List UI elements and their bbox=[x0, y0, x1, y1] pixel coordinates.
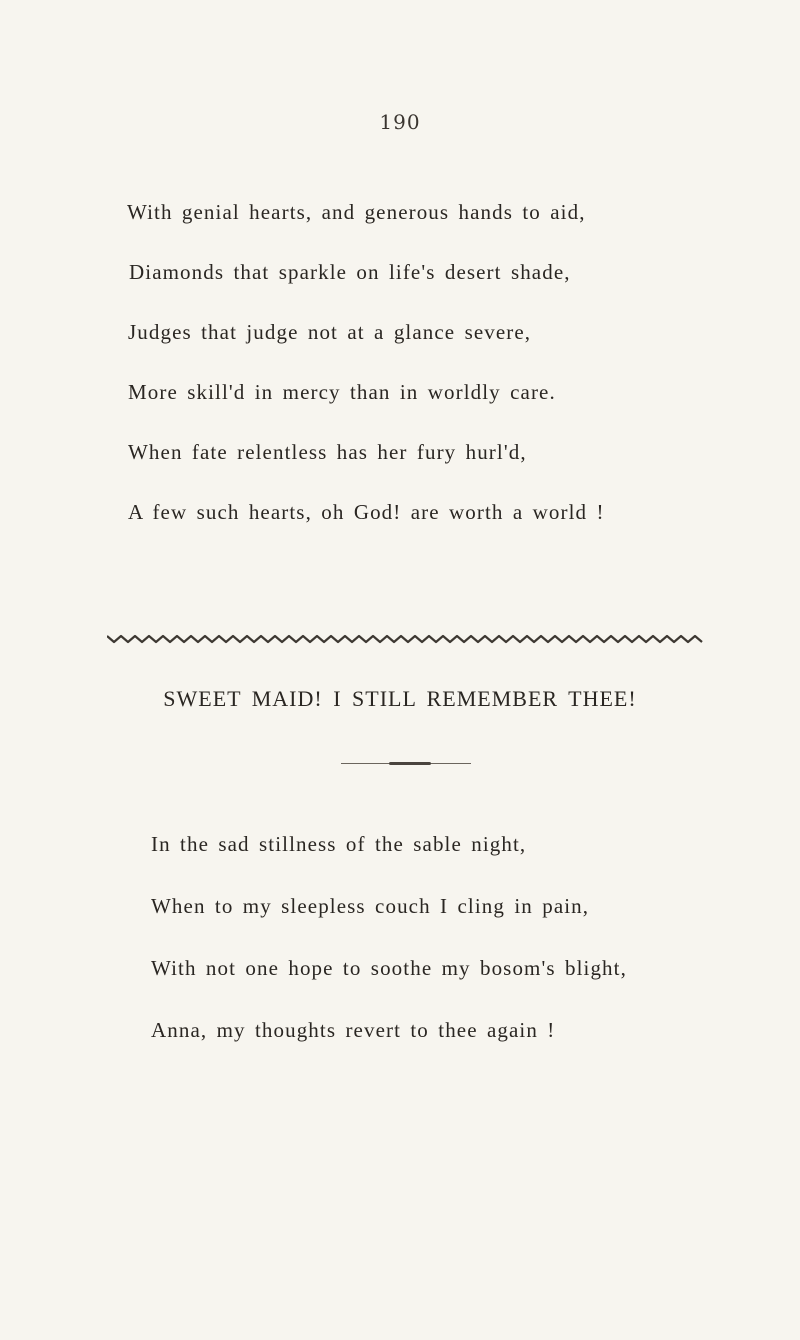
page-number: 190 bbox=[379, 110, 421, 134]
poem-title: SWEET MAID! I STILL REMEMBER THEE! bbox=[163, 686, 637, 711]
poem-line: Anna, my thoughts revert to thee again ! bbox=[151, 1018, 556, 1042]
title-underline-rule bbox=[341, 762, 471, 766]
poem-line: In the sad stillness of the sable night, bbox=[151, 832, 527, 856]
poem-line: Judges that judge not at a glance severe, bbox=[128, 320, 532, 344]
ornamental-divider bbox=[107, 632, 705, 646]
poem-line: When fate relentless has her fury hurl'd, bbox=[128, 440, 527, 464]
poem-line: Diamonds that sparkle on life's desert shade, bbox=[129, 260, 571, 284]
poem-line: More skill'd in mercy than in worldly care. bbox=[128, 380, 556, 404]
poem-line: A few such hearts, oh God! are worth a world ! bbox=[128, 500, 605, 524]
poem-line: With genial hearts, and generous hands to aid, bbox=[127, 200, 586, 224]
poem-line: With not one hope to soothe my bosom's blight, bbox=[151, 956, 627, 980]
poem-line: When to my sleepless couch I cling in pain, bbox=[151, 894, 590, 918]
